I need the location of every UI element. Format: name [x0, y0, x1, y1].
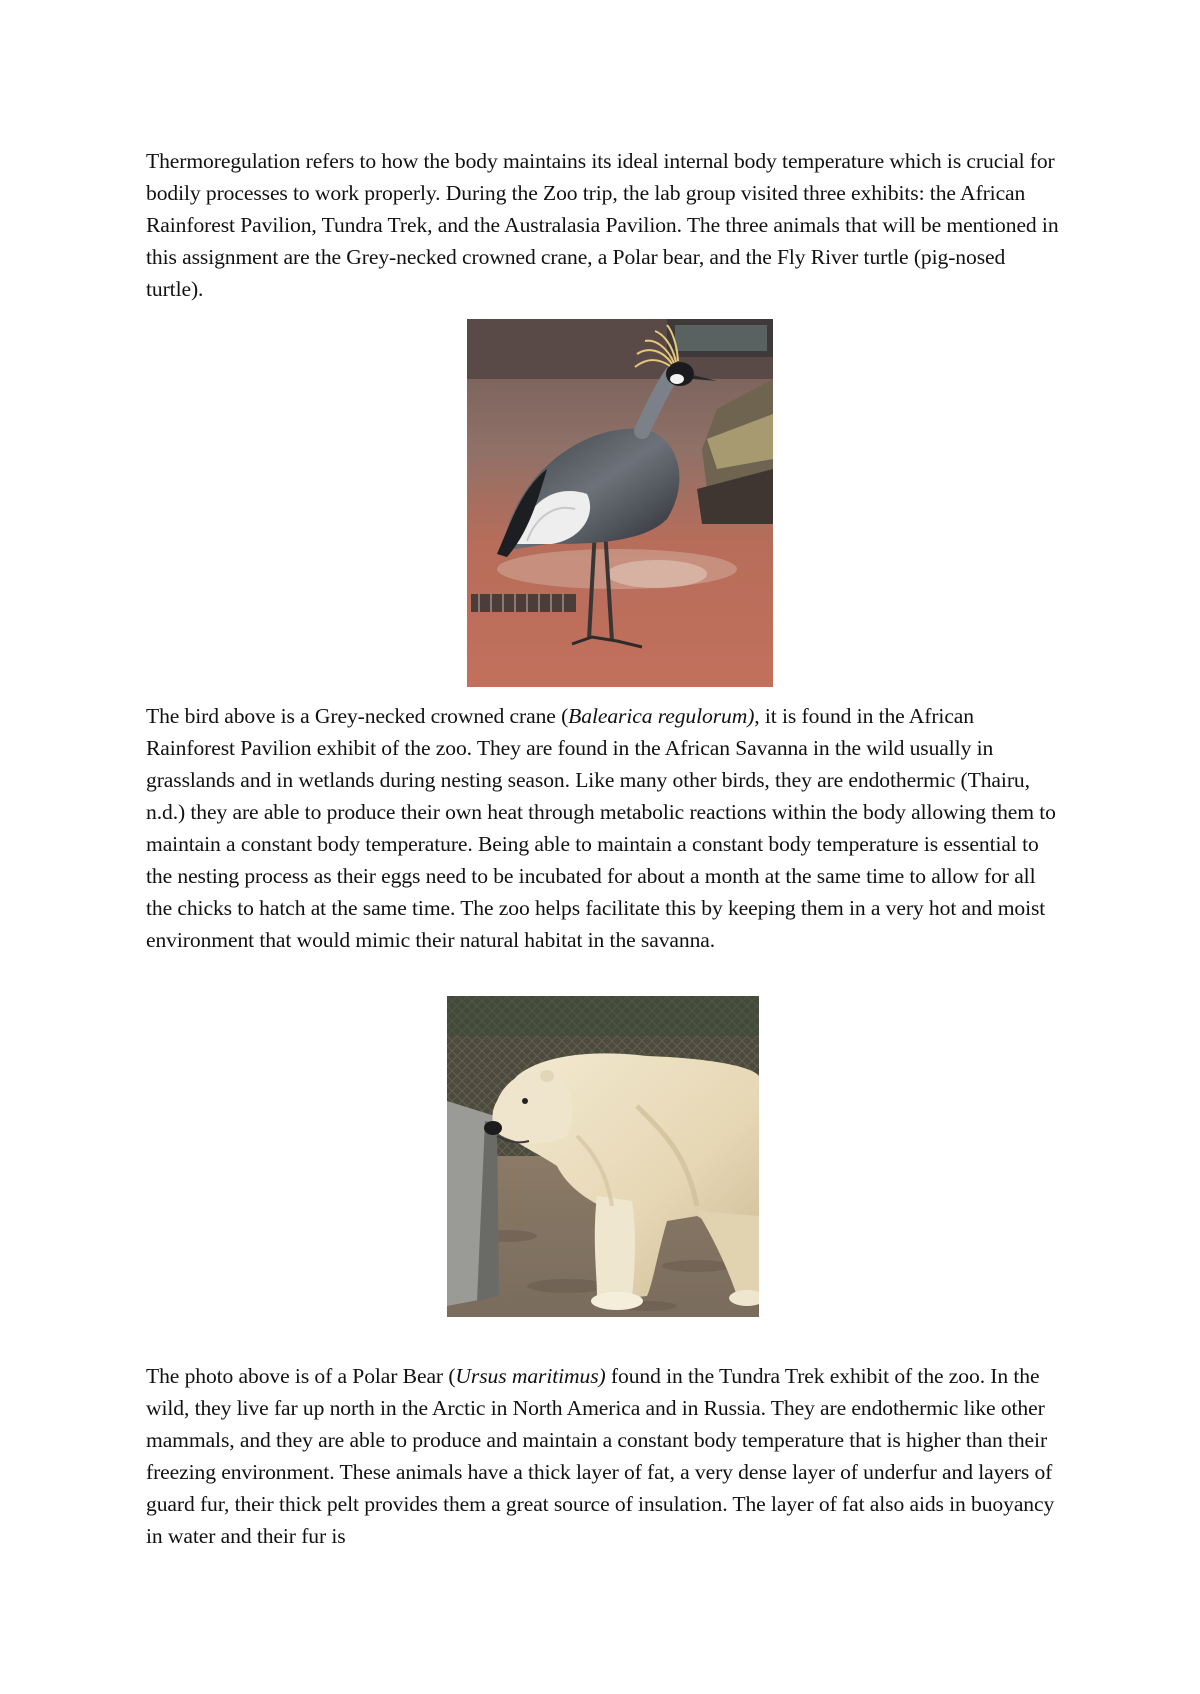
crane-photo: [467, 319, 773, 687]
intro-paragraph: [146, 145, 1066, 305]
crane-text-after: , it is found in the African Rainforest Pavilion exhibit of the zoo. They are found in the African Savanna in the wild usually in grasslands and in wetlands during nesting season. Like many other birds, they are endothermic (Thairu, n.d.) they are able to produce their own heat through metabolic reactions within the body allowing them to maintain a constant body temperature. Being able to maintain a constant body temperature is essential to the nesting process as their eggs need to be incubated for about a month at the same time to allow for all the chicks to hatch at the same time. The zoo helps facilitate this by keeping them in a very hot and moist environment that would mimic their natural habitat in the savanna.: [146, 704, 1056, 952]
crane-paragraph: [146, 700, 1066, 956]
crane-species-name: Balearica regulorum): [568, 704, 755, 728]
intro-text: Thermoregulation refers to how the body maintains its ideal internal body temperature which is crucial for bodily processes to work properly. During the Zoo trip, the lab group visited three exhibits: the African Rainforest Pavilion, Tundra Trek, and the Australasia Pavilion. The three animals that will be mentioned in this assignment are the Grey-necked crowned crane, a Polar bear, and the Fly River turtle (pig-nosed turtle).: [146, 149, 1059, 301]
bear-species-name: Ursus maritimus): [455, 1364, 606, 1388]
polar-bear-photo: [447, 996, 759, 1317]
polar-bear-paragraph: [146, 1360, 1066, 1552]
bear-text-after: found in the Tundra Trek exhibit of the zoo. In the wild, they live far up north in the Arctic in North America and in Russia. They are endothermic like other mammals, and they are able to produce and maintain a constant body temperature that is higher than their freezing environment. These animals have a thick layer of fat, a very dense layer of underfur and layers of guard fur, their thick pelt provides them a great source of insulation. The layer of fat also aids in buoyancy in water and their fur is: [146, 1364, 1055, 1548]
bear-text-before: The photo above is of a Polar Bear (: [146, 1364, 456, 1388]
crane-text-before: The bird above is a Grey-necked crowned crane (: [146, 704, 569, 728]
